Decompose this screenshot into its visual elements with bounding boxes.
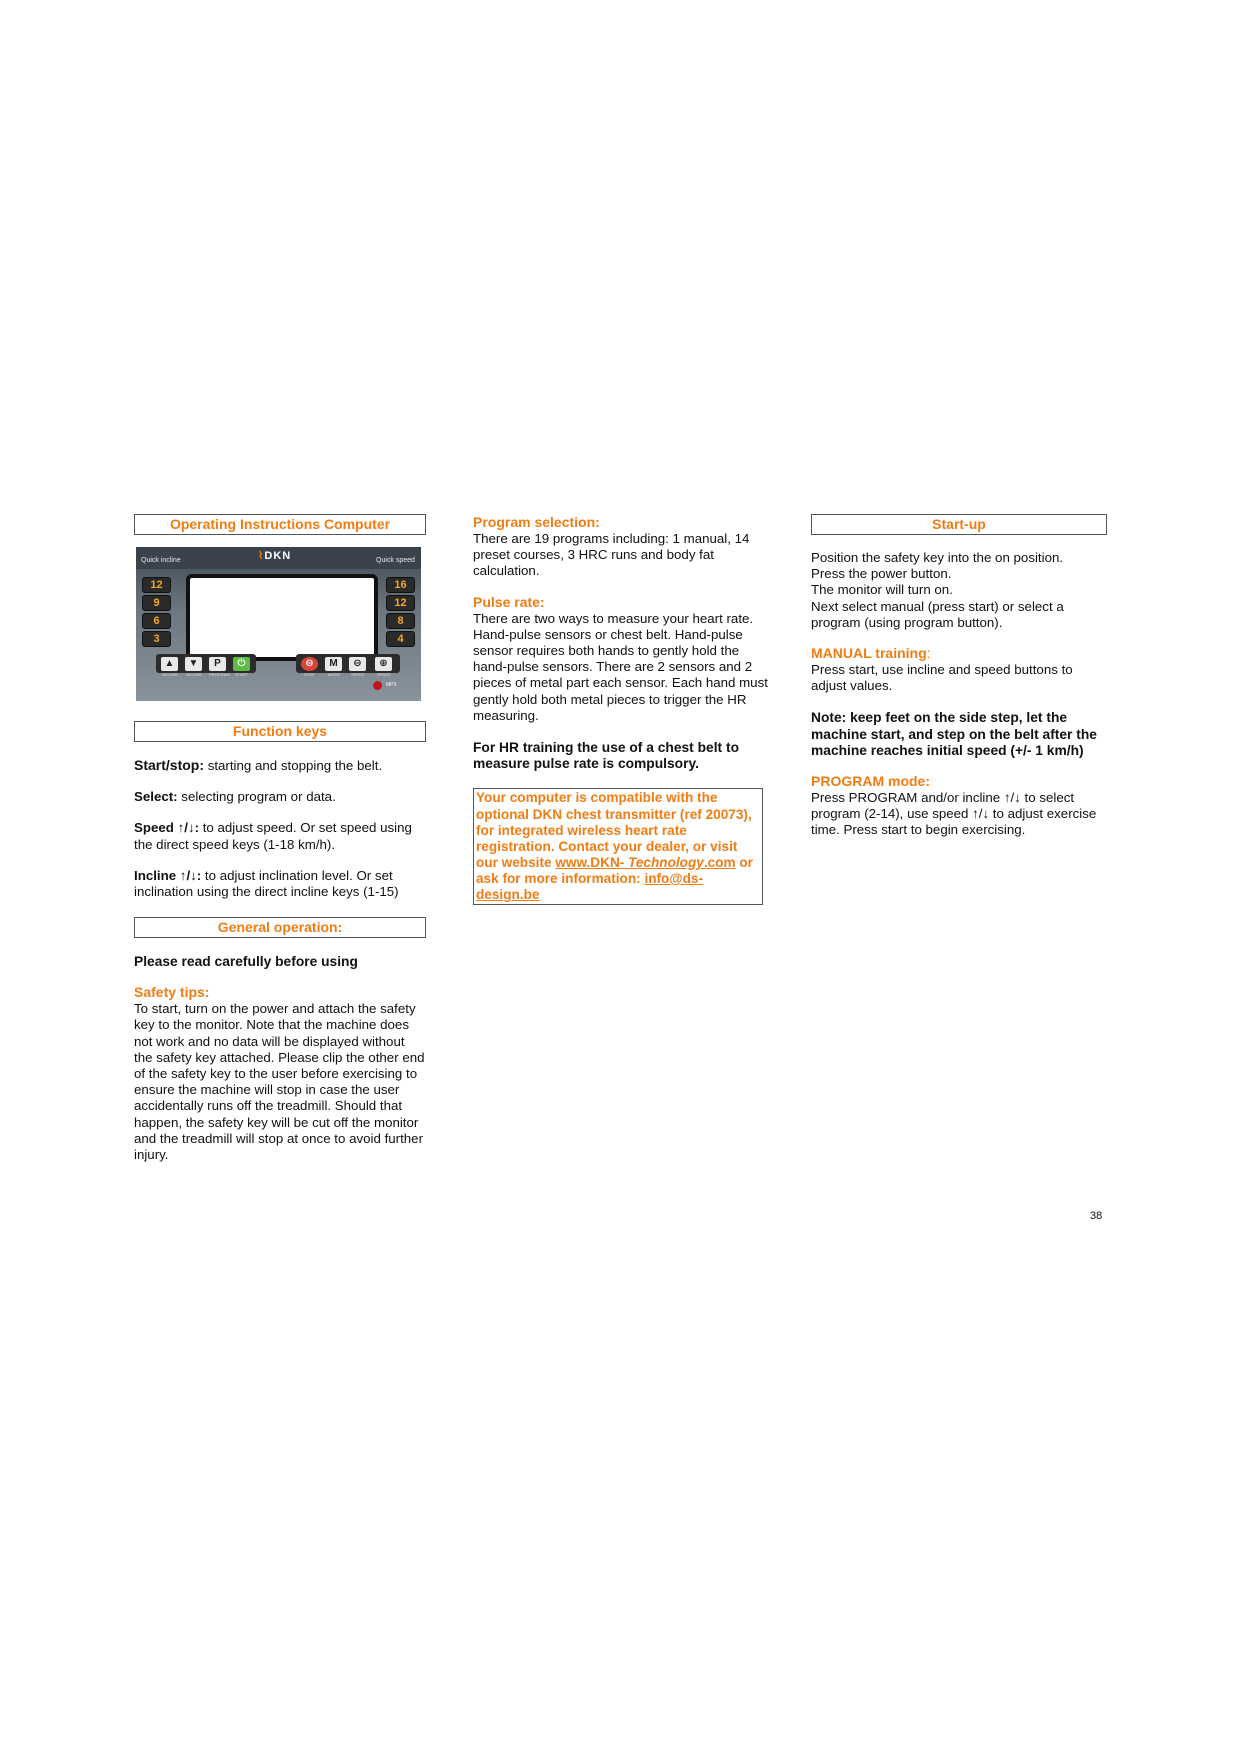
program-button: P [209,657,226,671]
incline-key-9: 9 [142,595,171,611]
safety-note: Note: keep feet on the side step, let the machine start, and step on the belt after the machine reaches initial speed (+/- 1 km/h) [811,710,1097,758]
incline-entry: Incline ↑/↓: to adjust inclination level. Or set inclination using the direct incline keys (1-15) [134,867,399,900]
speed-up-button: ⊕ [375,657,392,671]
startup-line-2: Press the power button. [811,566,952,582]
speed-key-4: 4 [386,631,415,647]
column-right [811,514,1107,839]
read-carefully-text: Please read carefully before using [134,954,358,969]
start-label: START [235,672,248,677]
logo-pulse-icon: ⌇ [258,550,265,562]
speed-down-button: ⊖ [349,657,366,671]
operating-instructions-heading: Operating Instructions Computer [134,514,426,535]
stop-button: ⊖ [301,657,318,671]
safety-tips-text: To start, turn on the power and attach the safety key to the monitor. Note that the machine does not work and no data will be displayed without the safety key attached. Please clip the other end of the safety key to the user before exercising to ensure the machine will stop in case the user accidentally runs off the treadmill. Should that happen, the safety key will be cut off the monitor and the treadmill will stop at once to avoid further injury. [134,1001,425,1163]
incline-up-label: INCLINE [162,672,178,677]
left-button-row [156,654,256,673]
column-middle [473,514,769,905]
start-stop-entry: Start/stop: starting and stopping the belt. [134,757,383,773]
start-button: ⏻ [233,657,250,671]
manual-training-text: Press start, use incline and speed buttons to adjust values. [811,662,1073,694]
startup-line-3: The monitor will turn on. [811,582,953,598]
speed-up-label: SPEED [377,672,391,677]
incline-up-button: ▲ [161,657,178,671]
speed-down-label: SPEED [351,672,365,677]
quick-speed-label: Quick speed [376,557,415,564]
pulse-rate-heading: Pulse rate: [473,593,545,610]
start-up-heading: Start-up [811,514,1107,535]
chest-transmitter-note: Your computer is compatible with the optional DKN chest transmitter (ref 20073), for integrated wireless heart rate registration. Contact your dealer, or visit our website www.DKN- Technology.com or ask for more information: info@ds-design.be [473,788,763,905]
dkn-logo: ⌇DKN [258,550,292,562]
mp3-jack-icon [373,681,382,690]
program-mode-text: Press PROGRAM and/or incline ↑/↓ to select program (2-14), use speed ↑/↓ to adjust exercise time. Press start to begin exercising. [811,790,1097,838]
quick-incline-label: Quick incline [141,557,181,564]
manual-training-heading: MANUAL training: [811,645,931,662]
general-operation-section [134,917,426,1163]
mode-button: M [325,657,342,671]
function-keys-section [134,721,426,900]
incline-down-button: ▼ [185,657,202,671]
speed-key-12: 12 [386,595,415,611]
incline-key-6: 6 [142,613,171,629]
hr-training-note: For HR training the use of a chest belt to measure pulse rate is compulsory. [473,740,739,772]
function-keys-heading: Function keys [134,721,426,742]
speed-key-8: 8 [386,613,415,629]
program-selection-text: There are 19 programs including: 1 manual, 14 preset courses, 3 HRC runs and body fat calculation. [473,531,750,579]
speed-key-16: 16 [386,577,415,593]
console-image [136,547,421,701]
startup-line-1: Position the safety key into the on position. [811,550,1064,565]
incline-key-3: 3 [142,631,171,647]
select-entry: Select: selecting program or data. [134,789,336,805]
program-selection-heading: Program selection: [473,514,600,530]
startup-line-4: Next select manual (press start) or select a program (using program button). [811,598,1064,630]
incline-key-12: 12 [142,577,171,593]
email-link[interactable]: info@ds-design.be [476,870,703,902]
console-screen [186,574,378,661]
safety-tips-heading: Safety tips: [134,984,210,1001]
right-button-row [296,654,400,673]
website-link[interactable]: www.DKN- Technology.com [555,854,736,870]
speed-entry: Speed ↑/↓: to adjust speed. Or set speed using the direct speed keys (1-18 km/h). [134,820,412,852]
incline-down-label: INCLINE [186,672,202,677]
mp3-label: MP3 [386,682,397,688]
stop-label: STOP [304,672,315,677]
page-number: 38 [1090,1210,1103,1222]
program-label: PROGRAM [209,672,230,677]
column-left [134,514,426,535]
pulse-rate-text: There are two ways to measure your heart rate. Hand-pulse sensors or chest belt. Hand-pulse sensor requires both hands to gently hold the hand-pulse sensors. There are 2 sensors and 2 pieces of metal part each sensor. Each hand must gently hold both metal pieces to trigger the HR measuring. [473,610,768,723]
mode-label: MODE [328,672,340,677]
program-mode-heading: PROGRAM mode: [811,773,930,790]
general-operation-heading: General operation: [134,917,426,938]
